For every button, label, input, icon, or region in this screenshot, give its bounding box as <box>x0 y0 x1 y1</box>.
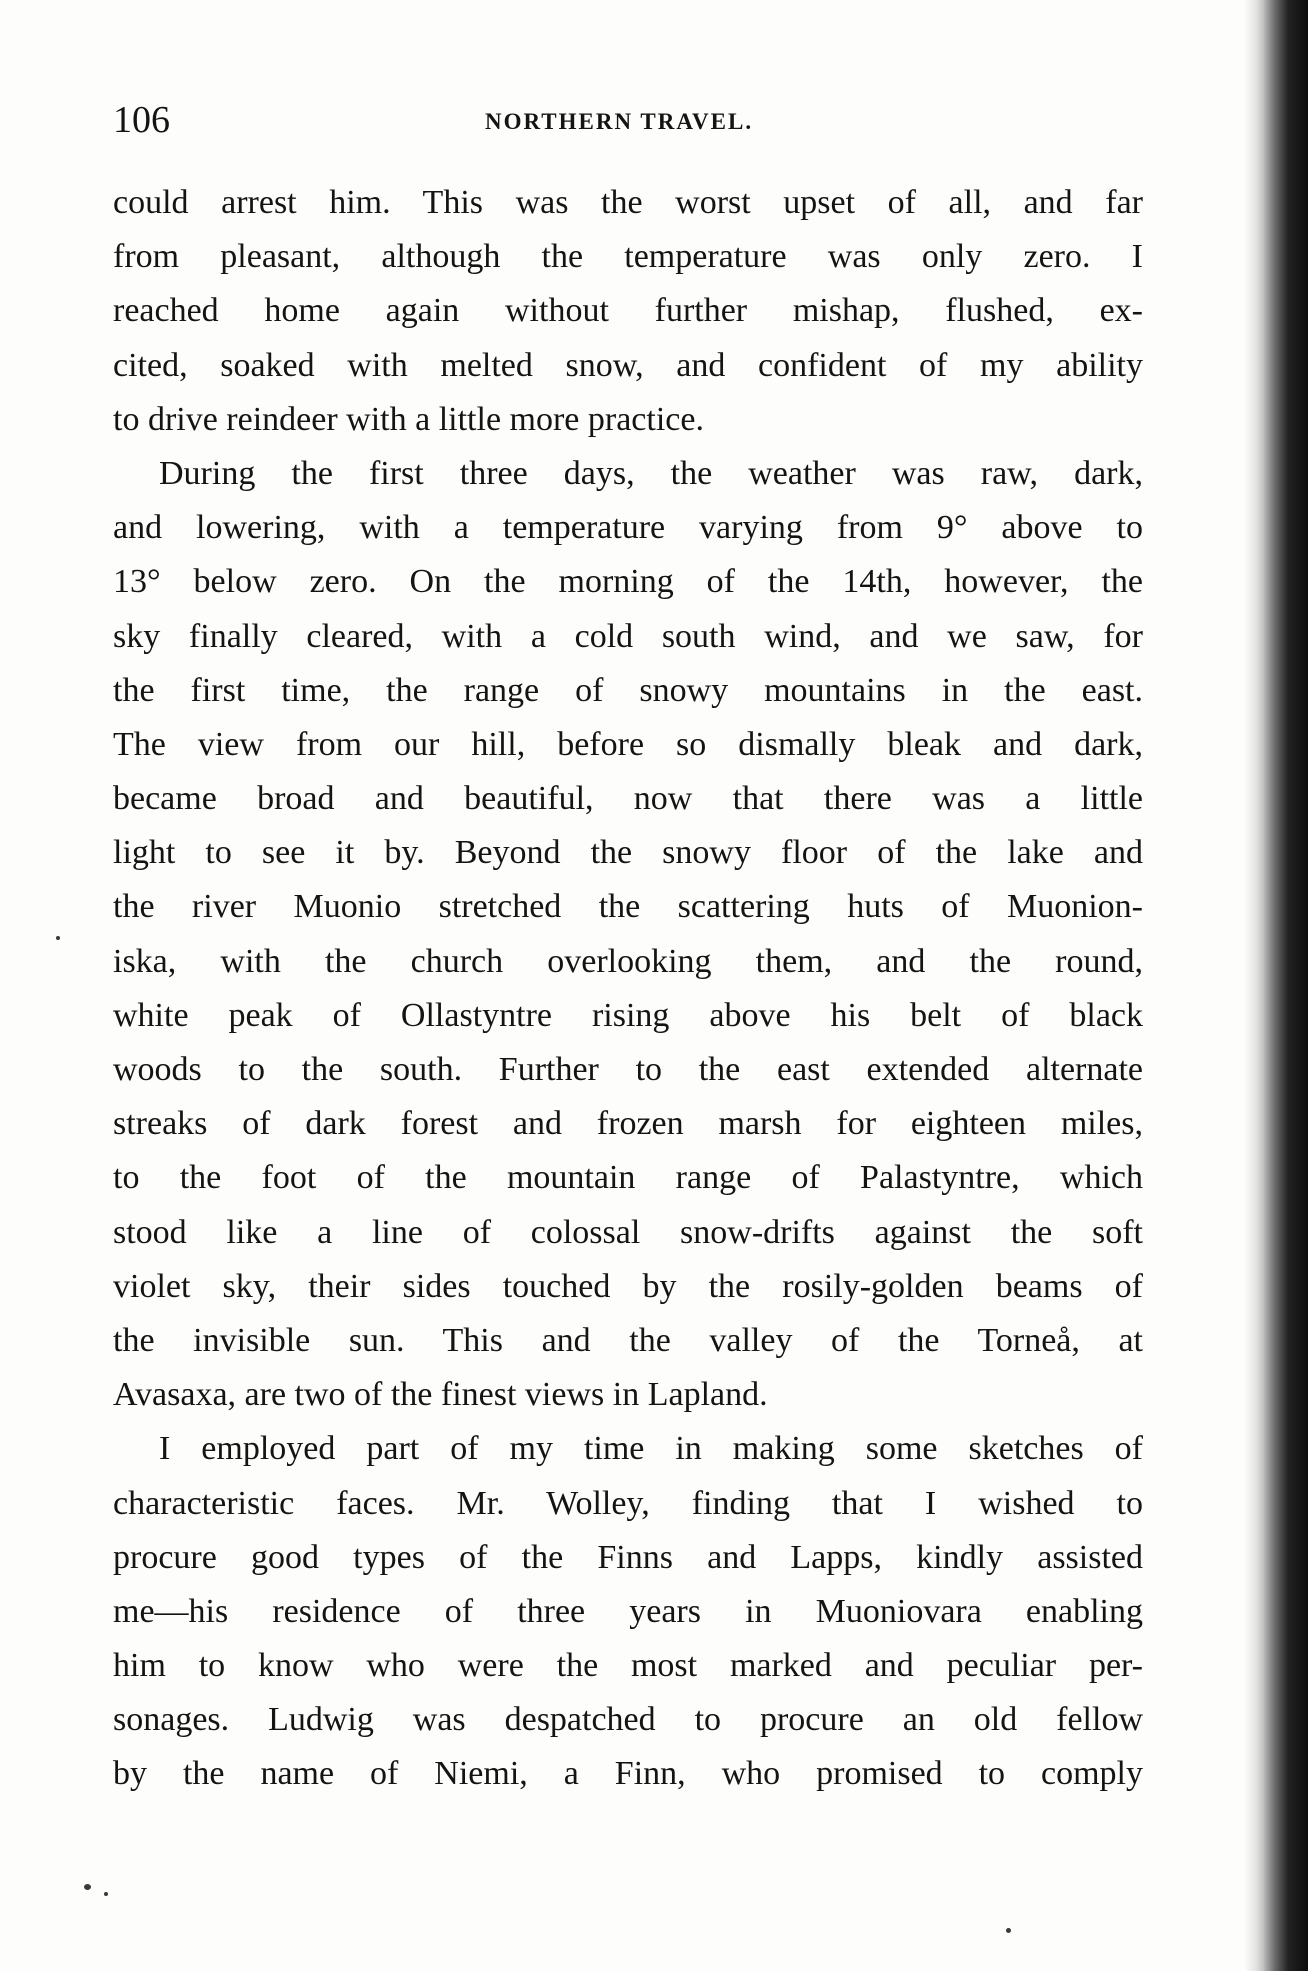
text-line: sonages. Ludwig was despatched to procure an old fellow <box>113 1701 1143 1739</box>
text-line: reached home again without further mishap, flushed, ex- <box>113 292 1143 330</box>
print-speck <box>104 1892 108 1896</box>
paragraph <box>113 176 1143 447</box>
text-line: light to see it by. Beyond the snowy floor of the lake and <box>113 834 1143 872</box>
text-line: him to know who were the most marked and peculiar per- <box>113 1647 1143 1685</box>
text-line: Avasaxa, are two of the finest views in Lapland. <box>113 1376 768 1414</box>
text-line: from pleasant, although the temperature was only zero. I <box>113 238 1143 276</box>
text-line: to drive reindeer with a little more practice. <box>113 400 704 438</box>
print-speck <box>1006 1928 1011 1933</box>
print-speck <box>84 1884 91 1890</box>
page-number: 106 <box>113 99 170 141</box>
text-line: iska, with the church overlooking them, and the round, <box>113 942 1143 980</box>
text-line: I employed part of my time in making some sketches of <box>159 1430 1143 1468</box>
text-line: white peak of Ollastyntre rising above his belt of black <box>113 996 1143 1034</box>
text-line: stood like a line of colossal snow-drifts against the soft <box>113 1213 1143 1251</box>
text-line: procure good types of the Finns and Lapps, kindly assisted <box>113 1538 1143 1576</box>
text-line: to the foot of the mountain range of Palastyntre, which <box>113 1159 1143 1197</box>
body-text <box>113 176 1143 1802</box>
text-line: characteristic faces. Mr. Wolley, finding that I wished to <box>113 1484 1143 1522</box>
binding-shadow <box>1244 0 1264 1971</box>
paragraph <box>113 1422 1143 1801</box>
paragraph <box>113 447 1143 1422</box>
print-speck <box>56 936 60 940</box>
text-line: 13° below zero. On the morning of the 14th, however, the <box>113 563 1143 601</box>
text-line: The view from our hill, before so dismally bleak and dark, <box>113 725 1143 763</box>
text-line: sky finally cleared, with a cold south wind, and we saw, for <box>113 617 1143 655</box>
text-line: violet sky, their sides touched by the rosily-golden beams of <box>113 1267 1143 1305</box>
text-line: by the name of Niemi, a Finn, who promised to comply <box>113 1755 1143 1793</box>
text-line: and lowering, with a temperature varying from 9° above to <box>113 509 1143 547</box>
text-line: cited, soaked with melted snow, and confident of my ability <box>113 346 1143 384</box>
text-line: could arrest him. This was the worst upset of all, and far <box>113 184 1143 221</box>
text-line: the first time, the range of snowy mountains in the east. <box>113 671 1143 709</box>
text-line: woods to the south. Further to the east extended alternate <box>113 1051 1143 1088</box>
page-header <box>113 96 1143 144</box>
text-line: the river Muonio stretched the scattering huts of Muonion- <box>113 888 1143 926</box>
text-line: During the first three days, the weather was raw, dark, <box>159 454 1143 492</box>
text-line: me—his residence of three years in Muoniovara enabling <box>113 1592 1143 1630</box>
page-binding <box>1264 0 1308 1971</box>
text-line: became broad and beautiful, now that there was a little <box>113 780 1143 818</box>
running-head: NORTHERN TRAVEL. <box>485 109 754 134</box>
text-line: streaks of dark forest and frozen marsh for eighteen miles, <box>113 1105 1143 1143</box>
text-line: the invisible sun. This and the valley of the Torneå, at <box>113 1321 1143 1359</box>
